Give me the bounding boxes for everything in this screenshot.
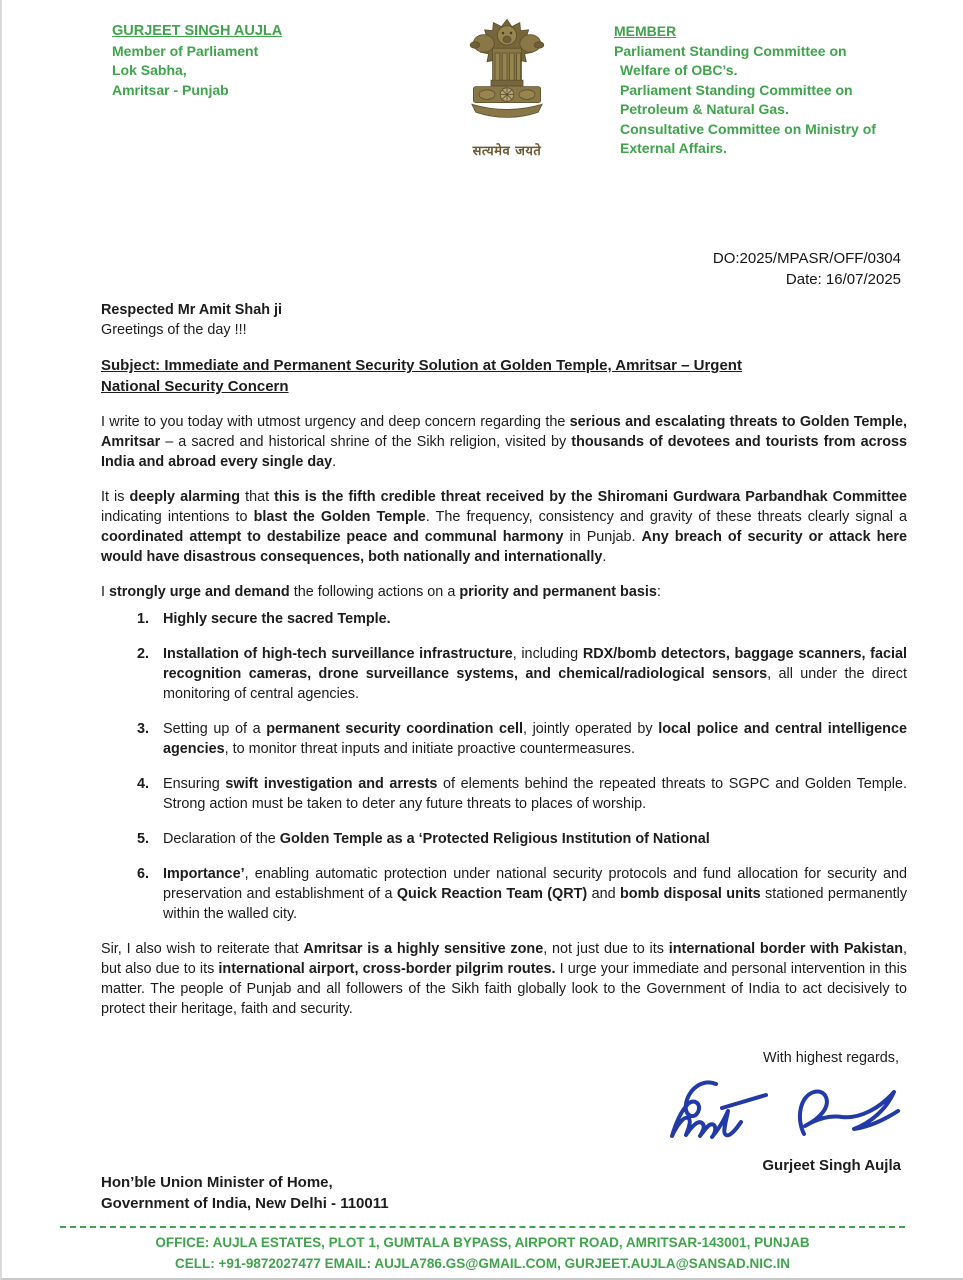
list-item [101,774,907,814]
paragraph-demand: I strongly urge and demand the following actions on a priority and permanent basis: [101,584,661,600]
subject-line-2: National Security Concern [101,378,289,395]
subject-heading [101,355,907,397]
sender-line: Member of Parliament [112,42,259,59]
membership-line: Parliament Standing Committee on [614,42,847,59]
salutation-line: Respected Mr Amit Shah ji [101,302,282,318]
sender-name: GURJEET SINGH AUJLA [112,23,283,39]
memberships-block [614,22,914,159]
membership-line: Welfare of OBC’s. [620,62,738,78]
paragraph-intro: I write to you today with utmost urgency and deep concern regarding the serious and escalating threats to Golden Temple, Amritsar – a sacred and historical shrine of the Sikh religion, visited by thousands of devotees and tourists from across India and abroad every single day. [101,414,907,470]
national-emblem-icon [459,12,555,134]
membership-line: Parliament Standing Committee on [620,81,853,98]
sender-line: Lok Sabha, [112,62,187,78]
footer [2,1226,963,1274]
list-text: Installation of high-tech surveillance infrastructure, including RDX/bomb detectors, baggage scanners, facial recognition cameras, drone surveillance systems, and chemical/radiological sensors, all under the direct monitoring of central agencies. [163,646,907,702]
addressee-line: Government of India, New Delhi - 110011 [101,1195,389,1212]
membership-line: Petroleum & Natural Gas. [620,101,789,117]
list-number: 6. [137,866,150,882]
footer-office-line: OFFICE: AUJLA ESTATES, PLOT 1, GUMTALA BYPASS, AIRPORT ROAD, AMRITSAR-143001, PUNJAB [155,1235,810,1250]
list-number: 4. [137,776,150,792]
sender-block [112,22,282,100]
addressee-line: Hon’ble Union Minister of Home, [101,1174,333,1191]
footer-contact-line: CELL: +91-9872027477 EMAIL: AUJLA786.GS@GMAIL.COM, GURJEET.AUJLA@SANSAD.NIC.IN [174,1256,791,1271]
reference-date: Date: 16/07/2025 [785,271,901,288]
footer-divider [60,1226,905,1228]
list-item [101,719,907,759]
membership-line: Consultative Committee on Ministry of [620,120,876,137]
membership-line: External Affairs. [620,140,727,156]
national-emblem [452,12,562,159]
paragraph-alarm: It is deeply alarming that this is the fifth credible threat received by the Shiromani Gurdwara Parbandhak Committee indicating intentions to blast the Golden Temple. The frequency, consistency and gravity of these threats clearly signal a coordinated attempt to destabilize peace and communal harmony in Punjab. Any breach of security or attack here would have disastrous consequences, both nationally and internationally. [101,489,908,565]
paragraph-closing: Sir, I also wish to reiterate that Amritsar is a highly sensitive zone, not just due to its international border with Pakistan, but also due to its international airport, cross-border pilgrim routes. I urge your immediate and personal intervention in this matter. The people of Punjab and all followers of the Sikh faith globally look to the Government of India to act decisively to protect their heritage, faith and security. [101,941,908,1017]
salutation-block [101,300,907,340]
list-text: Setting up of a permanent security coordination cell, jointly operated by local police and central intelligence agencies, to monitor threat inputs and initiate proactive countermeasures. [163,721,907,757]
list-number: 1. [137,611,150,627]
list-text: Declaration of the Golden Temple as a ‘Protected Religious Institution of National [163,831,710,847]
list-text: Importance’, enabling automatic protection under national security protocols and fund allocation for security and preservation and establishment of a Quick Reaction Team (QRT) and bomb disposal units stationed permanently within the walled city. [163,866,908,922]
greeting-line: Greetings of the day !!! [101,322,247,338]
signature-image [654,1068,906,1160]
list-item [101,864,907,924]
reference-block [713,248,901,290]
list-number: 3. [137,721,150,737]
list-text: Ensuring swift investigation and arrests of elements behind the repeated threats to SGPC and Golden Temple. Strong action must be taken to deter any future threats to places of worship. [163,776,907,812]
reference-number: DO:2025/MPASR/OFF/0304 [712,250,901,267]
emblem-motto: सत्यमेव जयते [472,144,542,159]
signatory-name: Gurjeet Singh Aujla [762,1157,901,1174]
list-item [101,644,907,704]
list-item [101,829,907,849]
letter-body [101,300,907,1019]
list-text: Highly secure the sacred Temple. [163,611,391,627]
list-item [101,609,907,629]
closing-regards: With highest regards, [763,1050,899,1066]
subject-line-1: Subject: Immediate and Permanent Security Solution at Golden Temple, Amritsar – Urgent [101,357,742,374]
list-number: 2. [137,646,150,662]
memberships-title: MEMBER [614,23,677,39]
addressee-block [101,1172,389,1214]
sender-line: Amritsar - Punjab [112,81,229,98]
list-number: 5. [137,831,150,847]
